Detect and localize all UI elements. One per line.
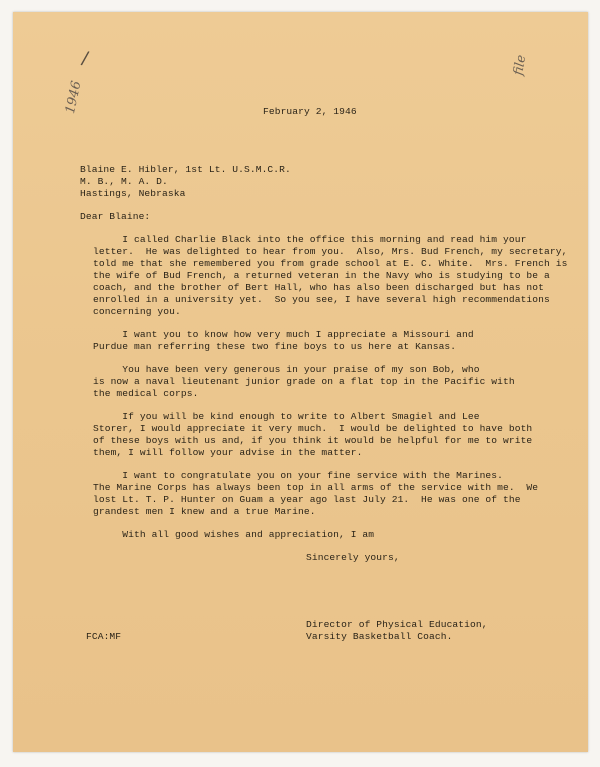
pencil-mark: / [79,47,91,70]
paragraph-line: the wife of Bud French, a returned veteran in the Navy who is studying to be a [93,270,550,281]
paragraph-line: The Marine Corps has always been top in all arms of the service with me. We [93,482,539,493]
paragraph-line: enrolled in a university yet. So you see, I have several high recommendations [93,294,550,305]
letter-page [13,12,588,752]
paragraph-line: told me that she remembered you from grade school at E. C. White. Mrs. French is [93,258,568,269]
paragraph-line: I called Charlie Black into the office this morning and read him your [93,234,527,245]
handwritten-note-file: file [511,53,530,77]
recipient-line-3: Hastings, Nebraska [80,188,186,199]
paragraph-line: the medical corps. [93,388,199,399]
paragraph-line: them, I will follow your advise in the matter. [93,447,363,458]
paragraph-line: I want to congratulate you on your fine service with the Marines. [93,470,504,481]
paragraph-line: With all good wishes and appreciation, I am [93,529,375,540]
paragraph-line: Storer, I would appreciate it very much. I would be delighted to have both [93,423,533,434]
handwritten-note-year: 1946 [63,79,85,116]
salutation: Dear Blaine: [80,211,151,222]
paragraph-line: lost Lt. T. P. Hunter on Guam a year ago last July 21. He was one of the [93,494,521,505]
typist-initials: FCA:MF [86,631,122,642]
paragraph-line: You have been very generous in your praise of my son Bob, who [93,364,480,375]
paragraph-line: I want you to know how very much I appreciate a Missouri and [93,329,474,340]
paragraph-line: is now a naval lieutenant junior grade on a flat top in the Pacific with [93,376,515,387]
paragraph-line: Purdue man referring these two fine boys to us here at Kansas. [93,341,457,352]
paragraph-line: grandest men I knew and a true Marine. [93,506,316,517]
paragraph-line: of these boys with us and, if you think it would be helpful for me to write [93,435,533,446]
closing: Sincerely yours, [306,552,400,563]
signature-line-2: Varsity Basketball Coach. [306,631,453,642]
paragraph-line: letter. He was delighted to hear from you. Also, Mrs. Bud French, my secretary, [93,246,568,257]
recipient-line-1: Blaine E. Hibler, 1st Lt. U.S.M.C.R. [80,164,291,175]
signature-line-1: Director of Physical Education, [306,619,488,630]
letter-date: February 2, 1946 [263,106,357,117]
paragraph-line: If you will be kind enough to write to Albert Smagiel and Lee [93,411,480,422]
paragraph-line: coach, and the brother of Bert Hall, who has also been discharged but has not [93,282,545,293]
recipient-line-2: M. B., M. A. D. [80,176,168,187]
paragraph-line: concerning you. [93,306,181,317]
